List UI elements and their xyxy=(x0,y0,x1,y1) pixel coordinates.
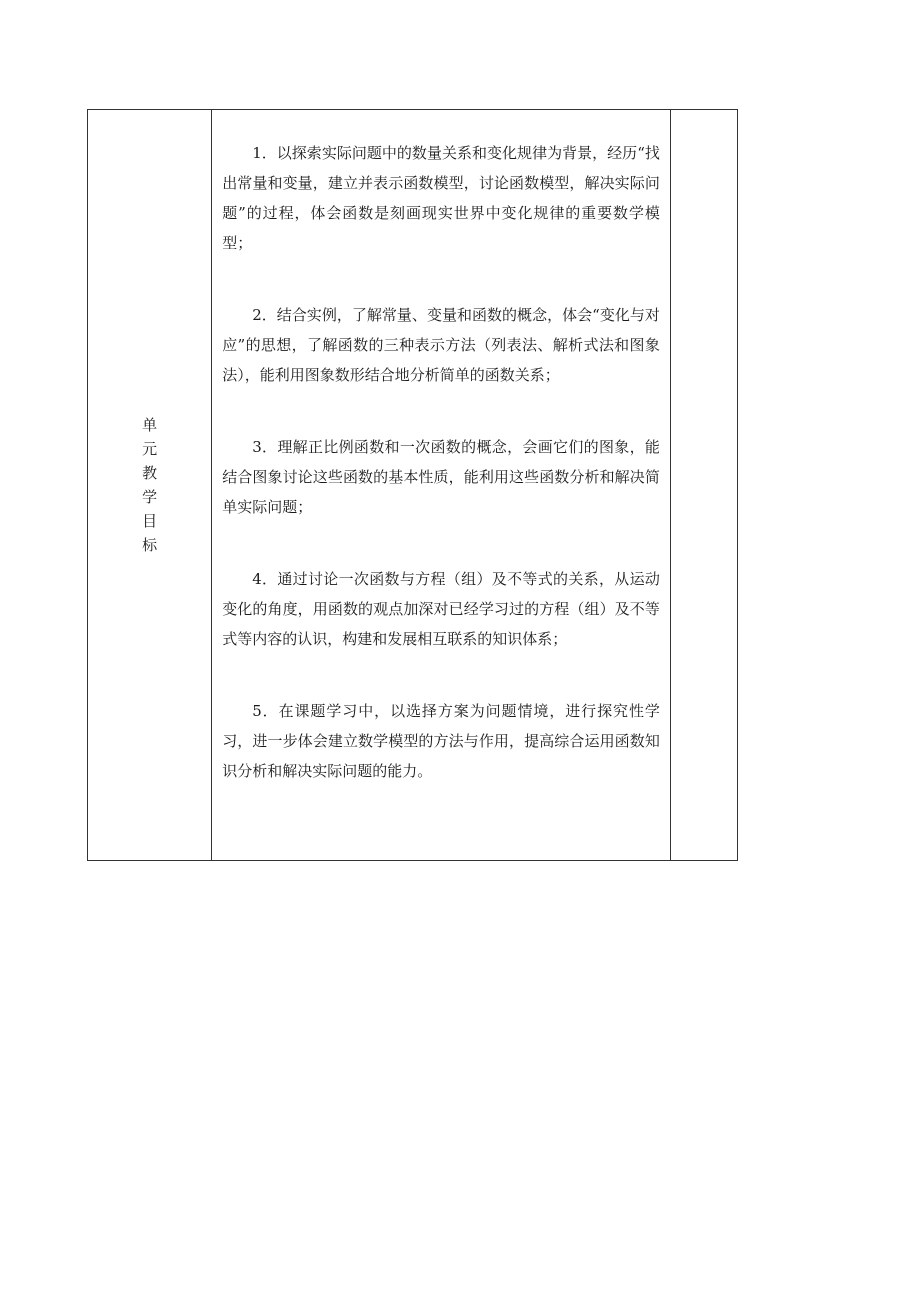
section-label-char: 单 xyxy=(142,416,158,434)
objective-item: 1．以探索实际问题中的数量关系和变化规律为背景，经历“找出常量和变量，建立并表示函数模型，讨论函数模型，解决实际问题”的过程，体会函数是刻画现实世界中变化规律的重要数学模型； xyxy=(222,144,660,252)
objective-item: 3．理解正比例函数和一次函数的概念，会画它们的图象，能结合图象讨论这些函数的基本性质，能利用这些函数分析和解决简单实际问题； xyxy=(222,438,660,516)
section-label-cell xyxy=(88,110,212,861)
section-label xyxy=(142,413,157,557)
objectives-cell xyxy=(212,110,671,861)
section-label-char: 元 xyxy=(142,440,158,458)
blank-cell xyxy=(670,110,737,861)
objective-item: 4．通过讨论一次函数与方程（组）及不等式的关系，从运动变化的角度，用函数的观点加深对已经学习过的方程（组）及不等式等内容的认识，构建和发展相互联系的知识体系； xyxy=(222,570,660,648)
table-row xyxy=(88,110,738,861)
unit-objectives-table xyxy=(87,109,738,861)
section-label-char: 学 xyxy=(142,488,158,506)
objective-item: 2．结合实例，了解常量、变量和函数的概念，体会“变化与对应”的思想，了解函数的三种表示方法（列表法、解析式法和图象法），能利用图象数形结合地分析简单的函数关系； xyxy=(222,306,660,384)
section-label-char: 标 xyxy=(142,536,158,554)
section-label-char: 教 xyxy=(142,464,158,482)
objective-item: 5．在课题学习中，以选择方案为问题情境，进行探究性学习，进一步体会建立数学模型的方法与作用，提高综合运用函数知识分析和解决实际问题的能力。 xyxy=(222,702,660,780)
section-label-char: 目 xyxy=(142,512,158,530)
